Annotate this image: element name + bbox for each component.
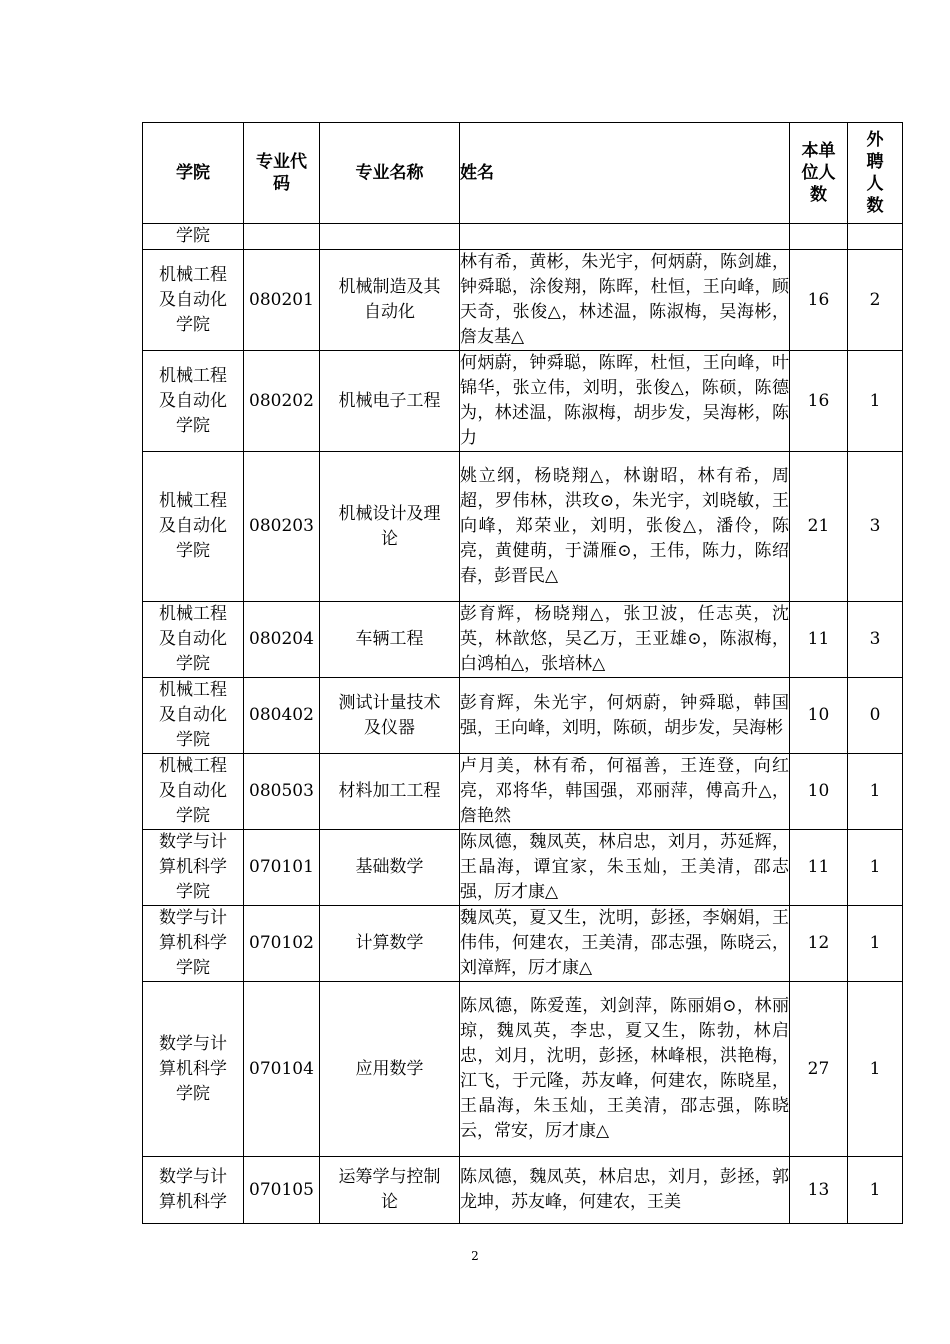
college-line: 学院 — [176, 882, 210, 902]
major-faculty-table — [142, 122, 903, 1224]
college-line: 机械工程 — [159, 756, 227, 776]
faculty-names-cell: 何炳蔚，钟舜聪，陈晖，杜恒，王向峰，叶锦华，张立伟，刘明，张俊△，陈硕，陈德为，林述温，陈淑梅，胡步发，吴海彬，陈力 — [460, 351, 790, 452]
internal-count-cell: 27 — [790, 982, 848, 1157]
continued-row — [143, 224, 903, 250]
empty-cell — [790, 224, 848, 250]
major-name-line: 测试计量技术 — [338, 692, 441, 713]
external-count-cell: 1 — [848, 754, 903, 830]
major-name-line: 论 — [381, 528, 398, 549]
table-row — [143, 754, 903, 830]
college-cell — [143, 982, 244, 1157]
college-line: 及自动化 — [159, 390, 227, 411]
faculty-names-cell: 陈凤德，陈爱莲，刘剑萍，陈丽娟⊙，林丽琼，魏凤英，李忠，夏又生，陈勃，林启忠，刘月，沈明，彭拯，林峰根，洪艳梅，江飞，于元隆，苏友峰，何建农，陈晓星，王晶海，朱玉灿，王美清，邵志强，陈晓云，常安，厉才康△ — [460, 982, 790, 1157]
header-external-line2: 聘 — [866, 152, 884, 172]
table-row — [143, 982, 903, 1157]
table-row — [143, 250, 903, 351]
faculty-names-cell: 魏凤英，夏又生，沈明，彭拯，李娴娟，王伟伟，何建农，王美清，邵志强，陈晓云，刘漳辉，厉才康△ — [460, 906, 790, 982]
college-line: 算机科学 — [159, 1192, 227, 1212]
internal-count-cell: 10 — [790, 678, 848, 754]
college-line: 学院 — [176, 806, 210, 826]
college-line: 学院 — [176, 958, 210, 978]
college-cell — [143, 678, 244, 754]
major-name-cell — [320, 754, 460, 830]
table-row — [143, 830, 903, 906]
college-line: 及自动化 — [159, 289, 227, 310]
major-name-cell — [320, 1157, 460, 1224]
faculty-names-cell: 卢月美，林有希，何福善，王连登，向红亮，邓将华，韩国强，邓丽萍，傅高升△，詹艳然 — [460, 754, 790, 830]
major-name-line: 及仪器 — [364, 717, 415, 738]
major-code-cell: 070101 — [244, 830, 320, 906]
major-name-cell — [320, 982, 460, 1157]
external-count-cell: 1 — [848, 351, 903, 452]
college-line: 学院 — [176, 1083, 210, 1104]
header-external-line1: 外 — [866, 130, 884, 150]
major-name-cell — [320, 602, 460, 678]
empty-cell — [244, 224, 320, 250]
major-code-cell: 080503 — [244, 754, 320, 830]
major-name-line: 论 — [381, 1192, 398, 1212]
faculty-names-cell: 彭育辉，杨晓翔△，张卫波，任志英，沈英，林歆悠，吴乙万，王亚雄⊙，陈淑梅，白鸿柏△，张培林△ — [460, 602, 790, 678]
header-code-line2: 码 — [273, 174, 290, 194]
external-count-cell: 1 — [848, 906, 903, 982]
major-name-cell — [320, 250, 460, 351]
college-line: 机械工程 — [159, 604, 227, 624]
internal-count-cell: 16 — [790, 250, 848, 351]
empty-cell — [848, 224, 903, 250]
college-cell — [143, 1157, 244, 1224]
header-college: 学院 — [143, 123, 244, 224]
major-name-line: 运筹学与控制 — [338, 1167, 441, 1187]
external-count-cell: 1 — [848, 830, 903, 906]
major-name-line: 计算数学 — [355, 933, 424, 953]
major-code-cell: 070102 — [244, 906, 320, 982]
header-internal-line3: 数 — [810, 185, 827, 205]
external-count-cell: 1 — [848, 982, 903, 1157]
faculty-names-cell: 陈凤德，魏凤英，林启忠，刘月，彭拯，郭龙坤，苏友峰，何建农，王美 — [460, 1157, 790, 1224]
college-line: 学院 — [176, 314, 210, 335]
major-name-cell — [320, 678, 460, 754]
empty-cell — [460, 224, 790, 250]
header-row — [143, 123, 903, 224]
internal-count-cell: 10 — [790, 754, 848, 830]
major-name-line: 材料加工工程 — [338, 781, 441, 801]
major-name-line: 应用数学 — [355, 1058, 424, 1079]
major-name-cell — [320, 906, 460, 982]
faculty-names-cell: 陈凤德，魏凤英，林启忠，刘月，苏延辉，王晶海，谭宜家，朱玉灿，王美清，邵志强，厉才康△ — [460, 830, 790, 906]
college-line: 算机科学 — [159, 933, 227, 953]
college-line: 及自动化 — [159, 705, 227, 725]
header-internal-line1: 本单 — [801, 141, 836, 161]
major-name-line: 机械制造及其 — [338, 277, 441, 297]
internal-count-cell: 13 — [790, 1157, 848, 1224]
header-external-line4: 数 — [866, 196, 884, 216]
college-line: 机械工程 — [159, 491, 227, 511]
major-code-cell: 080202 — [244, 351, 320, 452]
major-name-line: 机械电子工程 — [338, 390, 441, 411]
external-count-cell: 2 — [848, 250, 903, 351]
internal-count-cell: 11 — [790, 602, 848, 678]
external-count-cell: 3 — [848, 602, 903, 678]
header-code-line1: 专业代 — [256, 152, 307, 172]
table-row — [143, 906, 903, 982]
major-name-line: 基础数学 — [355, 857, 424, 877]
header-internal-count — [790, 123, 848, 224]
table-row — [143, 678, 903, 754]
college-line: 机械工程 — [159, 365, 227, 386]
college-cell — [143, 906, 244, 982]
college-cell — [143, 351, 244, 452]
college-line: 算机科学 — [159, 1058, 227, 1079]
table-row — [143, 1157, 903, 1224]
major-code-cell: 080204 — [244, 602, 320, 678]
college-line: 学院 — [176, 654, 210, 674]
college-cell — [143, 602, 244, 678]
major-name-cell — [320, 830, 460, 906]
header-code — [244, 123, 320, 224]
college-line: 及自动化 — [159, 629, 227, 649]
major-name-line: 自动化 — [364, 302, 415, 322]
college-line: 机械工程 — [159, 680, 227, 700]
college-cell — [143, 830, 244, 906]
header-external-count — [848, 123, 903, 224]
header-internal-line2: 位人 — [801, 163, 836, 183]
table-row — [143, 452, 903, 602]
college-cell — [143, 754, 244, 830]
internal-count-cell: 16 — [790, 351, 848, 452]
college-line: 数学与计 — [159, 1033, 227, 1054]
major-name-line: 机械设计及理 — [338, 503, 441, 524]
header-external-line3: 人 — [866, 174, 884, 194]
college-line: 数学与计 — [159, 1167, 227, 1187]
major-code-cell: 080402 — [244, 678, 320, 754]
major-name-cell — [320, 351, 460, 452]
faculty-names-cell: 彭育辉，朱光宇，何炳蔚，钟舜聪，韩国强，王向峰，刘明，陈硕，胡步发，吴海彬 — [460, 678, 790, 754]
college-line: 学院 — [176, 730, 210, 750]
major-name-cell — [320, 452, 460, 602]
college-line: 数学与计 — [159, 908, 227, 928]
continued-college: 学院 — [143, 224, 244, 250]
college-cell — [143, 452, 244, 602]
external-count-cell: 0 — [848, 678, 903, 754]
college-line: 及自动化 — [159, 781, 227, 801]
external-count-cell: 1 — [848, 1157, 903, 1224]
college-cell — [143, 250, 244, 351]
external-count-cell: 3 — [848, 452, 903, 602]
empty-cell — [320, 224, 460, 250]
major-code-cell: 080203 — [244, 452, 320, 602]
college-line: 学院 — [176, 415, 210, 436]
table-row — [143, 602, 903, 678]
internal-count-cell: 12 — [790, 906, 848, 982]
major-code-cell: 070104 — [244, 982, 320, 1157]
major-code-cell: 070105 — [244, 1157, 320, 1224]
college-line: 学院 — [176, 541, 210, 561]
header-major: 专业名称 — [320, 123, 460, 224]
college-line: 机械工程 — [159, 264, 227, 285]
table-body — [143, 250, 903, 1224]
page-number: 2 — [471, 1249, 479, 1263]
header-names: 姓名 — [460, 123, 790, 224]
college-line: 及自动化 — [159, 516, 227, 536]
major-code-cell: 080201 — [244, 250, 320, 351]
college-line: 算机科学 — [159, 857, 227, 877]
faculty-names-cell: 姚立纲，杨晓翔△，林谢昭，林有希，周超，罗伟林，洪玫⊙，朱光宇，刘晓敏，王向峰，郑荣业，刘明，张俊△，潘伶，陈亮，黄健萌，于潇雁⊙，王伟，陈力，陈绍春，彭晋民△ — [460, 452, 790, 602]
internal-count-cell: 21 — [790, 452, 848, 602]
college-line: 数学与计 — [159, 832, 227, 852]
major-name-line: 车辆工程 — [355, 629, 424, 649]
faculty-names-cell: 林有希，黄彬，朱光宇，何炳蔚，陈剑雄，钟舜聪，涂俊翔，陈晖，杜恒，王向峰，顾天奇，张俊△，林述温，陈淑梅，吴海彬，詹友基△ — [460, 250, 790, 351]
internal-count-cell: 11 — [790, 830, 848, 906]
table-row — [143, 351, 903, 452]
